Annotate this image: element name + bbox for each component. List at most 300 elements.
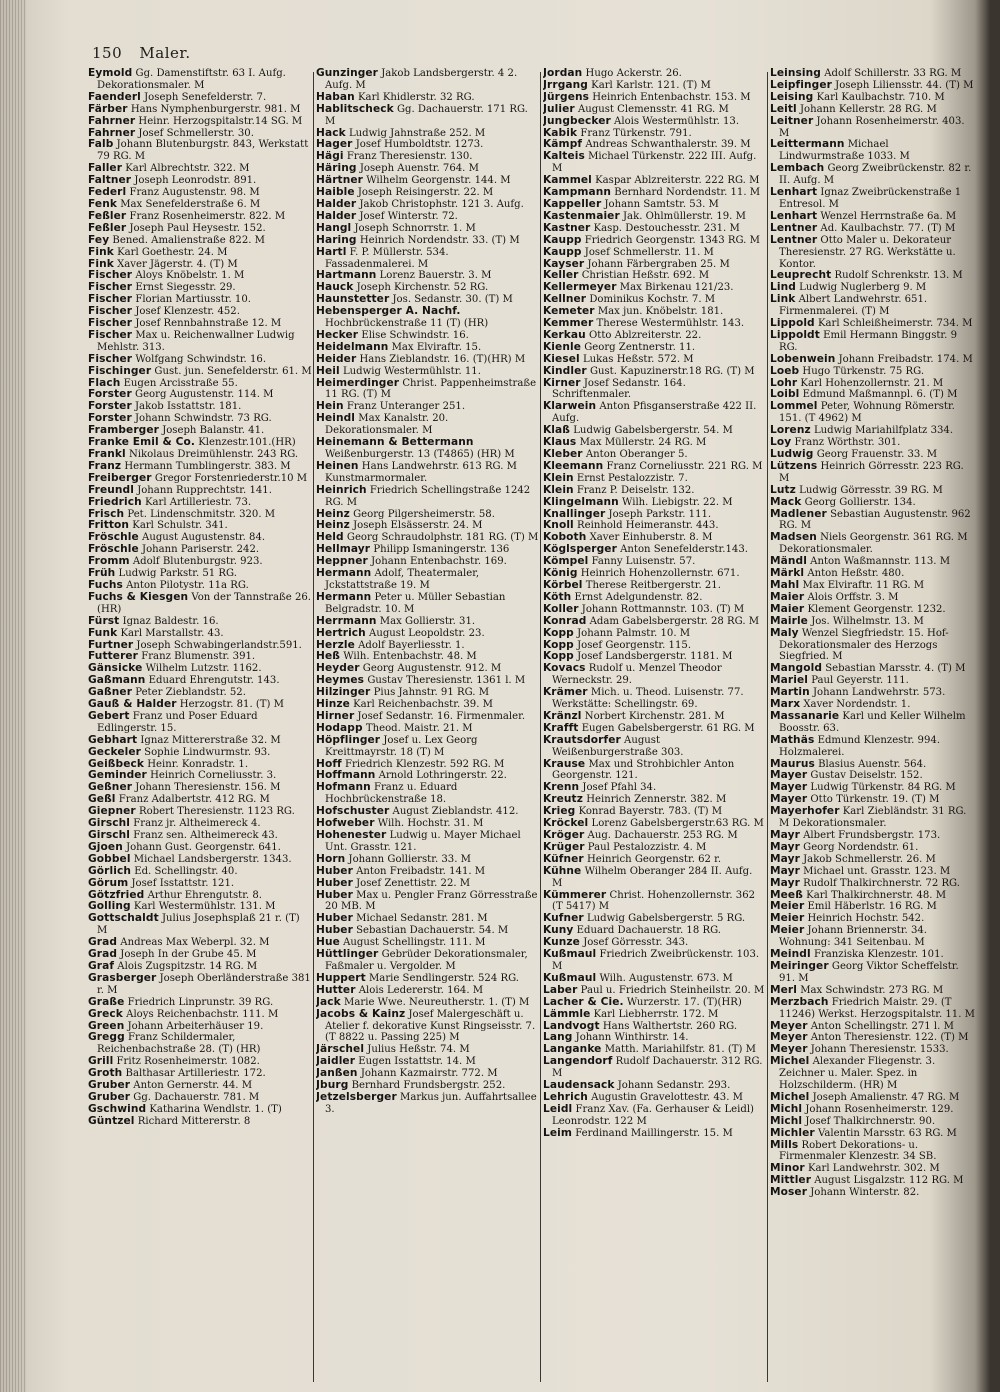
- entry-details: Franz Schildermaler, Reichenbachstraße 28. (T) (HR): [97, 1032, 261, 1056]
- entry-name: Forster: [88, 413, 132, 425]
- entry-name: Lentner: [770, 222, 818, 234]
- entry-details: Robert Dekorations- u. Firmenmaler Klenzestr. 34 SB.: [779, 1139, 937, 1163]
- directory-entry: [543, 473, 765, 485]
- directory-entry: [316, 651, 540, 663]
- directory-entry: [88, 389, 312, 401]
- entry-details: Josef Landsbergerstr. 1181. M: [577, 651, 733, 663]
- entry-name: Kröger: [543, 830, 585, 841]
- entry-details: Dominikus Kochstr. 7. M: [589, 294, 716, 306]
- entry-details: Marie Wwe. Neureutherstr. 1. (T) M: [344, 996, 530, 1008]
- entry-name: Hebensperger A. Nachf.: [316, 306, 461, 318]
- directory-entry: [770, 187, 975, 211]
- entry-name: Halder: [316, 198, 357, 210]
- directory-entry: [88, 425, 312, 437]
- entry-details: Jakob Landsbergerstr. 4 2. Aufg. M: [325, 68, 518, 91]
- entry-name: Jacobs & Kainz: [316, 1008, 406, 1020]
- entry-details: Gust. jun. Senefelderstr. 61. M: [154, 365, 312, 377]
- entry-name: Leipfinger: [770, 79, 832, 91]
- directory-entry: [770, 663, 975, 675]
- entry-details: Joseph Senefelderstr. 7.: [144, 91, 267, 103]
- entry-details: Elise Schwindstr. 16.: [361, 329, 469, 341]
- directory-entry: [88, 770, 312, 782]
- directory-entry: [316, 247, 540, 271]
- entry-details: Ignaz Zweibrückenstraße 1 Entresol. M: [779, 187, 962, 210]
- directory-entry: [770, 759, 975, 771]
- entry-details: Xaver Jägerstr. 4. (T) M: [117, 258, 238, 270]
- entry-details: Klenzestr.101.(HR): [198, 437, 296, 449]
- directory-entry: [543, 723, 765, 735]
- entry-name: Fahrner: [88, 115, 136, 127]
- entry-details: Johann Samtstr. 53. M: [604, 198, 719, 210]
- entry-name: Madlener: [770, 508, 827, 520]
- entry-details: Karl Artilleriestr. 73.: [144, 496, 252, 508]
- entry-details: Michael Türkenstr. 222 III. Aufg. M: [552, 151, 757, 175]
- entry-name: Hinze: [316, 699, 350, 711]
- directory-entry: [316, 151, 540, 163]
- entry-details: Johann Sedanstr. 293.: [617, 1080, 731, 1092]
- directory-entry: [88, 247, 312, 259]
- directory-entry: [88, 901, 312, 913]
- entry-name: Fey: [88, 234, 110, 246]
- entry-details: Xaver Nordendstr. 1.: [803, 699, 911, 711]
- entry-name: Merzbach: [770, 996, 829, 1008]
- entry-details: Hans Landwehrstr. 613 RG. M Kunstmarmormaler.: [325, 460, 518, 484]
- directory-entry: [316, 711, 540, 723]
- entry-name: Herrmann: [316, 615, 377, 627]
- entry-details: Sebastian Dachauerstr. 54. M: [356, 925, 509, 937]
- entry-name: Hutter: [316, 984, 356, 996]
- directory-entry: [316, 485, 540, 509]
- entry-details: Franz Unteranger 251.: [346, 401, 466, 413]
- entry-details: Aloys Knöbelstr. 1. M: [135, 270, 245, 282]
- entry-details: Ludwig Parkstr. 51 RG.: [118, 568, 237, 580]
- entry-details: Karl Landwehrstr. 302. M: [807, 1163, 940, 1175]
- entry-details: Michael Landsbergerstr. 1343.: [133, 853, 292, 865]
- entry-name: Meeß: [770, 889, 803, 901]
- entry-name: Mathäs: [770, 734, 815, 746]
- entry-details: Rudolf Schrenkstr. 13. M: [834, 270, 963, 282]
- entry-name: Grasberger: [88, 972, 157, 984]
- entry-name: Michl: [770, 1103, 803, 1115]
- entry-details: Paul Pestalozzistr. 4. M: [587, 841, 707, 853]
- directory-entry: [88, 378, 312, 390]
- directory-entry: [770, 354, 975, 366]
- entry-details: Wenzel Herrnstraße 6a. M: [820, 210, 957, 222]
- entry-name: Jungbecker: [543, 115, 611, 127]
- entry-details: Hugo Türkenstr. 75 RG.: [802, 365, 925, 377]
- entry-details: Ludwig Westermühlstr. 11.: [342, 365, 481, 377]
- entry-details: Valentin Marsstr. 63 RG. M: [817, 1127, 957, 1139]
- entry-details: Jakob Isstattstr. 181.: [135, 401, 242, 413]
- page-number: 150: [92, 44, 123, 62]
- directory-entry: [88, 532, 312, 544]
- entry-details: Karl Ziebländstr. 31 RG. M Dekorationsmaler.: [779, 806, 967, 830]
- directory-entry: [770, 1187, 975, 1199]
- entry-name: Kastenmaier: [543, 210, 620, 222]
- directory-entry: [770, 235, 975, 271]
- directory-entry: [543, 937, 765, 949]
- entry-details: Georg Zentnerstr. 11.: [584, 341, 696, 353]
- entry-details: Johann Rottmannstr. 103. (T) M: [581, 603, 745, 615]
- entry-name: Green: [88, 1020, 125, 1032]
- entry-name: Klingelmann: [543, 496, 619, 508]
- directory-entry: [543, 318, 765, 330]
- directory-entry: [88, 687, 312, 699]
- entry-name: Girschl: [88, 830, 131, 841]
- directory-entry: [770, 330, 975, 354]
- entry-details: Franz Adalbertstr. 412 RG. M: [118, 794, 270, 806]
- entry-name: Lehrich: [543, 1091, 588, 1103]
- entry-name: Härtner: [316, 175, 363, 187]
- entry-details: Ludwig Jahnstraße 252. M: [348, 127, 486, 139]
- directory-entry: [316, 973, 540, 985]
- entry-name: Lämmle: [543, 1008, 591, 1020]
- directory-entry: [316, 330, 540, 342]
- directory-entry: [316, 663, 540, 675]
- directory-entry: [88, 568, 312, 580]
- entry-name: Krafft: [543, 722, 579, 734]
- directory-entry: [316, 997, 540, 1009]
- entry-details: Anton Theresienstr. 122. (T) M: [810, 1032, 969, 1044]
- entry-name: Lützens: [770, 460, 818, 472]
- entry-name: Kindler: [543, 365, 587, 377]
- directory-entry: [770, 401, 975, 425]
- directory-entry: [88, 92, 312, 104]
- directory-entry: [543, 580, 765, 592]
- directory-entry: [543, 842, 765, 854]
- directory-entry: [316, 890, 540, 914]
- entry-name: Klein: [543, 472, 574, 484]
- entry-details: Ignaz Baldestr. 16.: [122, 615, 219, 627]
- entry-details: Therese Reitbergerstr. 21.: [585, 579, 721, 591]
- directory-entry: [770, 1021, 975, 1033]
- entry-name: Langendorf: [543, 1056, 613, 1068]
- entry-name: Grad: [88, 949, 118, 961]
- entry-details: Friedrich Zweibrückenstr. 103. M: [552, 949, 760, 972]
- entry-name: Maly: [770, 627, 799, 639]
- entry-details: Max jun. Knöbelstr. 181.: [597, 306, 724, 318]
- entry-name: Hartmann: [316, 270, 377, 282]
- directory-entry: [88, 842, 312, 854]
- entry-name: Güntzel: [88, 1115, 135, 1127]
- entry-details: Jak. Ohlmüllerstr. 19. M: [623, 210, 746, 222]
- entry-name: Leising: [770, 91, 814, 103]
- directory-entry: [316, 532, 540, 544]
- entry-details: Karl und Keller Wilhelm Boosstr. 63.: [779, 710, 966, 734]
- directory-entry: [316, 937, 540, 949]
- entry-details: Ernst Adelgundenstr. 82.: [574, 591, 703, 603]
- directory-entry: [770, 925, 975, 949]
- directory-entry: [543, 532, 765, 544]
- entry-name: Gaßner: [88, 687, 133, 699]
- entry-name: Kampmann: [543, 187, 612, 199]
- directory-entry: [543, 1092, 765, 1104]
- directory-entry: [543, 151, 765, 175]
- directory-entry: [88, 949, 312, 961]
- entry-name: Kalteis: [543, 151, 585, 163]
- entry-name: Madsen: [770, 532, 817, 544]
- directory-entry: [770, 1140, 975, 1164]
- entry-name: Görum: [88, 877, 129, 889]
- entry-name: Huber: [316, 877, 353, 889]
- entry-name: Kammel: [543, 175, 592, 187]
- directory-entry: [770, 878, 975, 890]
- directory-entry: [543, 628, 765, 640]
- directory-entry: [543, 485, 765, 497]
- entry-name: Gunzinger: [316, 68, 379, 79]
- entry-details: Rudolf Dachauerstr. 312 RG. M: [552, 1056, 763, 1080]
- entry-name: Kemmer: [543, 318, 594, 330]
- entry-details: Franz Xav. (Fa. Gerhauser & Leidl) Leonrodstr. 122 M: [552, 1103, 754, 1127]
- directory-entry: [88, 1056, 312, 1068]
- entry-name: Lentner: [770, 234, 818, 246]
- entry-details: Eugen Gabelsbergerstr. 61 RG. M: [581, 722, 755, 734]
- entry-name: Futterer: [88, 651, 138, 663]
- directory-entry: [543, 330, 765, 342]
- directory-entry: [543, 794, 765, 806]
- entry-details: Heinrich Entenbachstr. 153. M: [592, 91, 751, 103]
- column-divider: [767, 72, 768, 1382]
- entry-name: Marx: [770, 699, 801, 711]
- directory-entry: [543, 616, 765, 628]
- entry-name: Meindl: [770, 949, 811, 961]
- entry-name: Görlich: [88, 865, 131, 877]
- directory-column-3: [543, 68, 765, 1383]
- entry-details: Joseph Leonrodstr. 891.: [134, 175, 257, 187]
- entry-name: Mayr: [770, 841, 800, 853]
- directory-entry: [316, 592, 540, 616]
- directory-entry: [543, 806, 765, 818]
- directory-entry: [88, 354, 312, 366]
- directory-entry: [88, 509, 312, 521]
- directory-entry: [543, 782, 765, 794]
- entry-name: Jack: [316, 996, 341, 1008]
- directory-entry: [543, 735, 765, 759]
- entry-details: Franz Corneliusstr. 221 RG. M: [606, 460, 763, 472]
- entry-name: Häring: [316, 163, 357, 175]
- directory-entry: [770, 842, 975, 854]
- entry-details: Heinrich Corneliusstr. 3.: [150, 770, 277, 782]
- directory-entry: [316, 270, 540, 282]
- entry-name: Koboth: [543, 532, 587, 544]
- entry-name: Gregg: [88, 1032, 125, 1044]
- entry-name: Hermann: [316, 591, 372, 603]
- entry-details: Klement Georgenstr. 1232.: [807, 603, 946, 615]
- entry-name: Greck: [88, 1008, 123, 1020]
- directory-entry: [543, 1056, 765, 1080]
- entry-details: Josef Georgenstr. 115.: [577, 639, 692, 651]
- directory-entry: [770, 1044, 975, 1056]
- entry-name: Kayser: [543, 258, 585, 270]
- entry-name: Fischer: [88, 294, 133, 306]
- entry-name: Lippold: [770, 318, 815, 330]
- entry-name: Leim: [543, 1127, 573, 1139]
- entry-name: Kopp: [543, 627, 574, 639]
- entry-details: Karl Marstallstr. 43.: [120, 627, 224, 639]
- entry-name: Mariel: [770, 675, 808, 687]
- entry-name: Lommel: [770, 401, 818, 413]
- entry-details: Georg Pilgersheimerstr. 58.: [353, 508, 495, 520]
- entry-name: Kämpf: [543, 139, 583, 151]
- directory-entry: [770, 735, 975, 759]
- entry-name: Huber: [316, 913, 353, 925]
- entry-name: Merl: [770, 984, 797, 996]
- directory-entry: [316, 1080, 540, 1092]
- entry-details: Joseph Parkstr. 111.: [608, 508, 712, 520]
- entry-name: Krenn: [543, 782, 580, 794]
- entry-details: Adolf Blutenburgstr. 923.: [132, 556, 263, 568]
- directory-entry: [543, 830, 765, 842]
- entry-details: Johann Arbeiterhäuser 19.: [127, 1020, 264, 1032]
- directory-entry: [316, 830, 540, 854]
- entry-name: Meyer: [770, 1044, 808, 1056]
- entry-name: Haring: [316, 234, 357, 246]
- entry-details: Johann Palmstr. 10. M: [577, 627, 691, 639]
- entry-details: Johann Briennerstr. 34. Wohnung: 341 Seitenbau. M: [779, 925, 928, 949]
- entry-details: Franz Blumenstr. 391.: [141, 651, 256, 663]
- entry-name: Hofweber: [316, 818, 375, 830]
- directory-entry: [543, 449, 765, 461]
- entry-details: Josef Humboldtstr. 1273.: [355, 139, 484, 151]
- directory-entry: [88, 747, 312, 759]
- directory-entry: [770, 628, 975, 664]
- entry-details: Rudolf u. Menzel Theodor Werneckstr. 29.: [552, 663, 722, 687]
- entry-details: Max Elviraftr. 11 RG. M: [802, 579, 925, 591]
- entry-name: Kümmerer: [543, 889, 607, 901]
- entry-details: Ernst Pestalozzistr. 7.: [576, 472, 688, 484]
- directory-entry: [316, 818, 540, 830]
- entry-details: Wurzerstr. 17. (T)(HR): [626, 996, 742, 1008]
- entry-details: Gust. Kapuzinerstr.18 RG. (T) M: [589, 365, 755, 377]
- entry-details: Jakob Christophstr. 121 3. Aufg.: [359, 198, 524, 210]
- entry-name: Kirner: [543, 377, 581, 389]
- entry-name: Maier: [770, 591, 805, 603]
- directory-entry: [316, 223, 540, 235]
- entry-details: Joseph Elsässerstr. 24. M: [353, 520, 483, 532]
- directory-column-4: [770, 68, 975, 1383]
- entry-details: Franz und Poser Eduard Edlingerstr. 15.: [97, 710, 258, 734]
- directory-entry: [770, 616, 975, 628]
- entry-name: Kellermeyer: [543, 282, 617, 294]
- entry-details: Peter, Wohnung Römerstr. 151. (T 4962) M: [779, 401, 955, 425]
- entry-name: Mairle: [770, 615, 808, 627]
- entry-details: Katharina Wendlstr. 1. (T): [149, 1103, 282, 1115]
- entry-details: Eduard Dachauerstr. 18 RG.: [576, 925, 721, 937]
- entry-details: Bernhard Nordendstr. 11. M: [614, 187, 761, 199]
- directory-entry: [88, 913, 312, 937]
- directory-entry: [88, 997, 312, 1009]
- directory-entry: [88, 854, 312, 866]
- entry-name: Mayr: [770, 877, 800, 889]
- directory-entry: [543, 1080, 765, 1092]
- directory-entry: [543, 342, 765, 354]
- directory-entry: [88, 890, 312, 902]
- entry-details: Johann Gollierstr. 33. M: [348, 853, 471, 865]
- entry-details: Josef Rennbahnstraße 12. M: [135, 318, 282, 330]
- entry-details: Nikolaus Dreimühlenstr. 243 RG.: [128, 449, 299, 460]
- entry-details: Ludwig Mariahilfplatz 334.: [813, 425, 954, 437]
- entry-details: Michael Lindwurmstraße 1033. M: [779, 139, 910, 163]
- entry-details: Christ. Hohenzollernstr. 362 (T 5417) M: [552, 889, 756, 913]
- entry-details: Max u. Reichenwallner Ludwig Mehlstr. 313.: [97, 329, 295, 353]
- directory-entry: [770, 211, 975, 223]
- entry-name: Eymold: [88, 68, 133, 79]
- entry-details: Heinrich Hohenzollernstr. 671.: [580, 568, 740, 580]
- entry-name: Kömpel: [543, 556, 589, 568]
- directory-entry: [316, 866, 540, 878]
- entry-name: Frankl: [88, 449, 126, 460]
- entry-details: Karl Goethestr. 24. M: [117, 246, 228, 258]
- directory-entry: [316, 1068, 540, 1080]
- entry-name: Gschwind: [88, 1103, 147, 1115]
- entry-details: Jos. Wilhelmstr. 13. M: [811, 615, 924, 627]
- directory-entry: [543, 139, 765, 151]
- entry-details: Ignaz Mittererstraße 32. M: [140, 734, 281, 746]
- entry-name: Lenhart: [770, 210, 818, 222]
- entry-name: Laudensack: [543, 1080, 615, 1092]
- entry-name: Haban: [316, 91, 355, 103]
- directory-entry: [88, 735, 312, 747]
- entry-details: Franz Türkenstr. 791.: [580, 127, 692, 139]
- entry-details: August Schellingstr. 111. M: [343, 937, 486, 949]
- entry-name: Frisch: [88, 508, 125, 520]
- entry-details: Josef Sedanstr. 164. Schriftenmaler.: [552, 377, 686, 401]
- entry-name: Heider: [316, 353, 357, 365]
- directory-entry: [316, 782, 540, 806]
- directory-entry: [543, 1044, 765, 1056]
- directory-entry: [316, 413, 540, 437]
- directory-entry: [543, 1104, 765, 1128]
- entry-details: Richard Mittererstr. 8: [137, 1115, 251, 1127]
- entry-details: Sebastian Marsstr. 4. (T) M: [825, 663, 966, 675]
- entry-details: Gg. Dachauerstr. 171 RG. M: [325, 103, 528, 127]
- entry-details: Josef Görresstr. 343.: [583, 937, 689, 949]
- entry-details: Weißenburgerstr. 13 (T4865) (HR) M: [325, 449, 515, 460]
- directory-entry: [316, 723, 540, 735]
- directory-entry: [88, 128, 312, 140]
- directory-entry: [316, 759, 540, 771]
- entry-name: Märkl: [770, 568, 805, 580]
- entry-name: Hack: [316, 127, 346, 139]
- entry-name: Kußmaul: [543, 972, 597, 984]
- directory-entry: [316, 949, 540, 973]
- entry-name: Mayer: [770, 782, 808, 794]
- directory-entry: [543, 568, 765, 580]
- entry-name: Jburg: [316, 1080, 349, 1092]
- entry-name: Kopp: [543, 639, 574, 651]
- directory-entry: [316, 282, 540, 294]
- directory-entry: [88, 1009, 312, 1021]
- entry-details: Johann Pariserstr. 242.: [142, 544, 260, 556]
- entry-details: Georg Zweibrückenstr. 82 r. II. Aufg. M: [779, 163, 972, 187]
- entry-details: Georg Gollierstr. 134.: [804, 496, 916, 508]
- entry-details: Georg Frauenstr. 33. M: [816, 449, 938, 460]
- entry-name: Leidl: [543, 1103, 573, 1115]
- entry-name: Minor: [770, 1163, 805, 1175]
- directory-entry: [770, 282, 975, 294]
- entry-name: Gruber: [88, 1080, 131, 1092]
- directory-entry: [88, 878, 312, 890]
- entry-details: Eugen Isstattstr. 14. M: [358, 1056, 476, 1068]
- entry-name: Michel: [770, 1056, 810, 1068]
- directory-entry: [316, 568, 540, 592]
- directory-entry: [770, 568, 975, 580]
- directory-entry: [770, 604, 975, 616]
- entry-name: Gauß & Halder: [88, 699, 177, 711]
- entry-name: Julier: [543, 103, 575, 115]
- entry-name: Federl: [88, 187, 127, 199]
- directory-entry: [543, 92, 765, 104]
